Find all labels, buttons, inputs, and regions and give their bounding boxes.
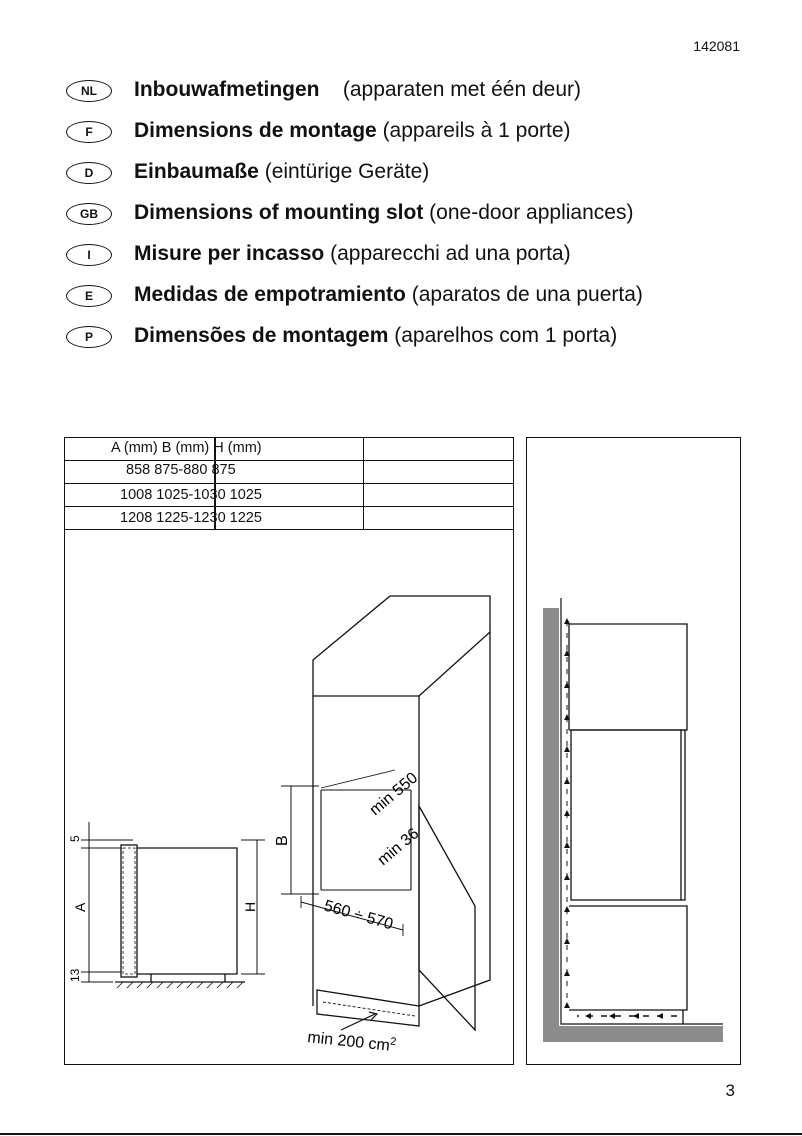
table-header: A (mm) B (mm) H (mm) bbox=[111, 440, 262, 456]
floor bbox=[543, 1026, 723, 1042]
document-number: 142081 bbox=[693, 38, 740, 54]
subtitle-p: (aparelhos com 1 porta) bbox=[394, 324, 618, 347]
table-row: 1008 1025-1030 1025 bbox=[120, 487, 262, 503]
language-row-f bbox=[66, 119, 766, 160]
language-badge-p: P bbox=[66, 326, 112, 348]
bottom-rule bbox=[0, 1133, 802, 1135]
subtitle-gb: (one-door appliances) bbox=[429, 201, 634, 224]
airflow-drawing bbox=[527, 438, 740, 1064]
language-row-e bbox=[66, 283, 766, 324]
language-title-list bbox=[66, 78, 766, 365]
title-d: Einbaumaße bbox=[134, 160, 259, 183]
subtitle-i: (apparecchi ad una porta) bbox=[330, 242, 571, 265]
language-badge-nl: NL bbox=[66, 80, 112, 102]
title-p: Dimensões de montagem bbox=[134, 324, 389, 347]
subtitle-nl: (apparaten met één deur) bbox=[342, 78, 581, 101]
label-vent-area: min 200 $cm^2$ bbox=[306, 1029, 397, 1055]
cabinet-drawing bbox=[65, 530, 513, 1065]
title-nl: Inbouwafmetingen bbox=[134, 78, 320, 101]
appliance-body bbox=[571, 730, 681, 900]
label-13: 13 bbox=[68, 968, 82, 982]
label-min-550: min 550 bbox=[366, 769, 422, 820]
upper-cabinet bbox=[313, 596, 490, 696]
title-i: Misure per incasso bbox=[134, 242, 325, 265]
language-badge-e: E bbox=[66, 285, 112, 307]
title-f: Dimensions de montage bbox=[134, 119, 377, 142]
language-row-gb bbox=[66, 201, 766, 242]
language-badge-i: I bbox=[66, 244, 112, 266]
table-row: 858 875-880 875 bbox=[126, 462, 236, 478]
installation-drawing-panel bbox=[64, 437, 514, 1065]
language-row-p bbox=[66, 324, 766, 365]
language-row-nl bbox=[66, 78, 766, 119]
wall bbox=[543, 608, 559, 1040]
table-row: 1208 1225-1230 1225 bbox=[120, 510, 262, 526]
airflow-arrows bbox=[564, 618, 663, 1019]
language-badge-gb: GB bbox=[66, 203, 112, 225]
label-b: B bbox=[274, 835, 291, 846]
language-row-d bbox=[66, 160, 766, 201]
label-h: H bbox=[242, 901, 258, 912]
airflow-diagram-panel bbox=[526, 437, 741, 1065]
language-badge-d: D bbox=[66, 162, 112, 184]
subtitle-d: (eintürige Geräte) bbox=[264, 160, 430, 183]
label-5: 5 bbox=[68, 835, 82, 842]
label-width: 560 ÷ 570 bbox=[321, 897, 395, 934]
title-gb: Dimensions of mounting slot bbox=[134, 201, 424, 224]
subtitle-f: (appareils à 1 porte) bbox=[382, 119, 571, 142]
label-a: A bbox=[72, 902, 88, 912]
language-badge-f: F bbox=[66, 121, 112, 143]
subtitle-e: (aparatos de una puerta) bbox=[411, 283, 643, 306]
title-e: Medidas de empotramiento bbox=[134, 283, 406, 306]
page-number: 3 bbox=[725, 1081, 735, 1100]
label-min-36: min 36 bbox=[374, 825, 423, 870]
language-row-i bbox=[66, 242, 766, 283]
